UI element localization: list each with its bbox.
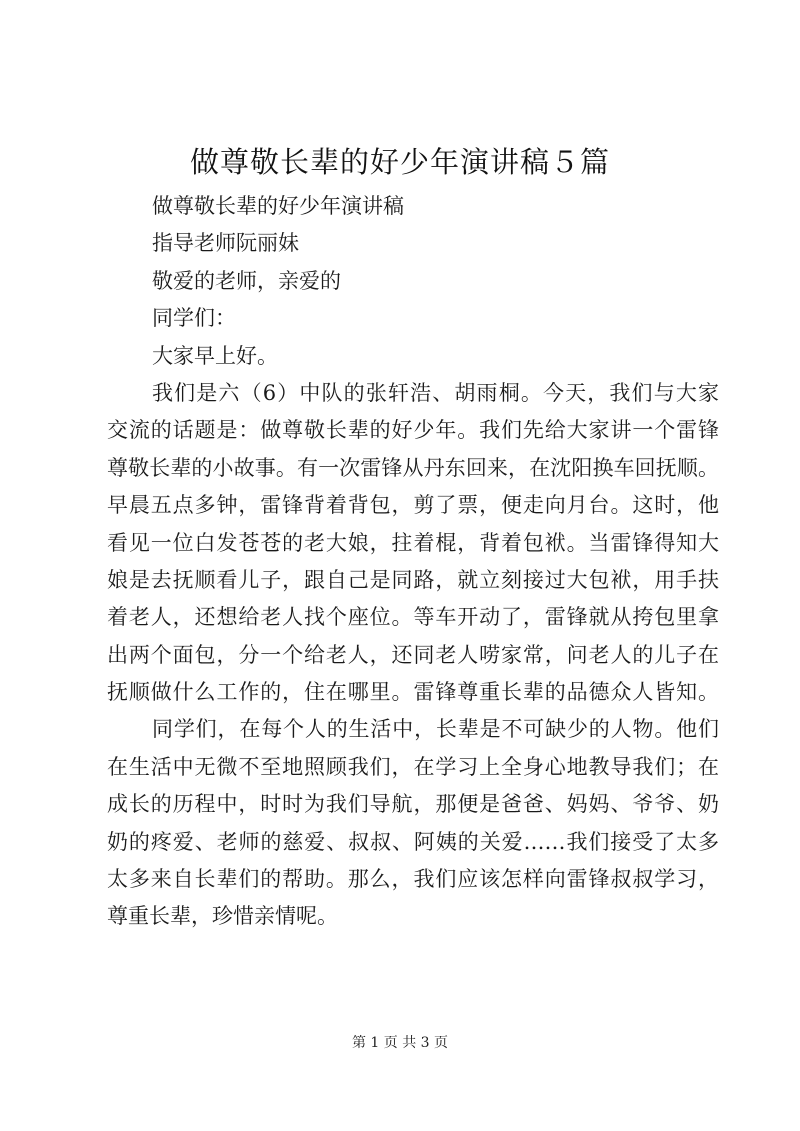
body-line: 同学们，在每个人的生活中，长辈是不可缺少的人物。他们 [152,717,719,742]
body-line: 早晨五点多钟，雷锋背着背包，剪了票，便走向月台。这时，他 [107,493,719,518]
body-line: 成长的历程中，时时为我们导航，那便是爸爸、妈妈、爷爷、奶 [107,792,719,817]
body-line: 大家早上好。 [152,343,278,368]
body-line: 着老人，还想给老人找个座位。等车开动了，雷锋就从挎包里拿 [107,605,719,630]
body-line: 抚顺做什么工作的，住在哪里。雷锋尊重长辈的品德众人皆知。 [107,680,719,705]
body-line: 尊重长辈，珍惜亲情呢。 [107,904,338,929]
body-line: 指导老师阮丽妹 [152,231,299,256]
body-line: 我们是六（6）中队的张轩浩、胡雨桐。今天，我们与大家 [152,380,719,405]
page-number: 第 1 页 共 3 页 [351,1035,449,1051]
body-line: 尊敬长辈的小故事。有一次雷锋从丹东回来，在沈阳换车回抚顺。 [107,455,719,480]
body-line: 奶的疼爱、老师的慈爱、叔叔、阿姨的关爱……我们接受了太多 [107,829,719,854]
body-line: 交流的话题是：做尊敬长辈的好少年。我们先给大家讲一个雷锋 [107,418,719,443]
body-line: 太多来自长辈们的帮助。那么，我们应该怎样向雷锋叔叔学习， [107,867,719,892]
document-body [107,188,719,936]
body-line: 看见一位白发苍苍的老大娘，拄着棍，背着包袱。当雷锋得知大 [107,530,719,555]
body-line: 出两个面包，分一个给老人，还同老人唠家常，问老人的儿子在 [107,642,719,667]
body-line: 敬爱的老师，亲爱的 [152,268,341,293]
body-line: 同学们： [152,306,236,331]
document-title: 做尊敬长辈的好少年演讲稿５篇 [189,145,610,179]
body-line: 娘是去抚顺看儿子，跟自己是同路，就立刻接过大包袱，用手扶 [107,567,719,592]
body-line: 在生活中无微不至地照顾我们，在学习上全身心地教导我们；在 [107,754,719,779]
body-line: 做尊敬长辈的好少年演讲稿 [152,194,404,218]
